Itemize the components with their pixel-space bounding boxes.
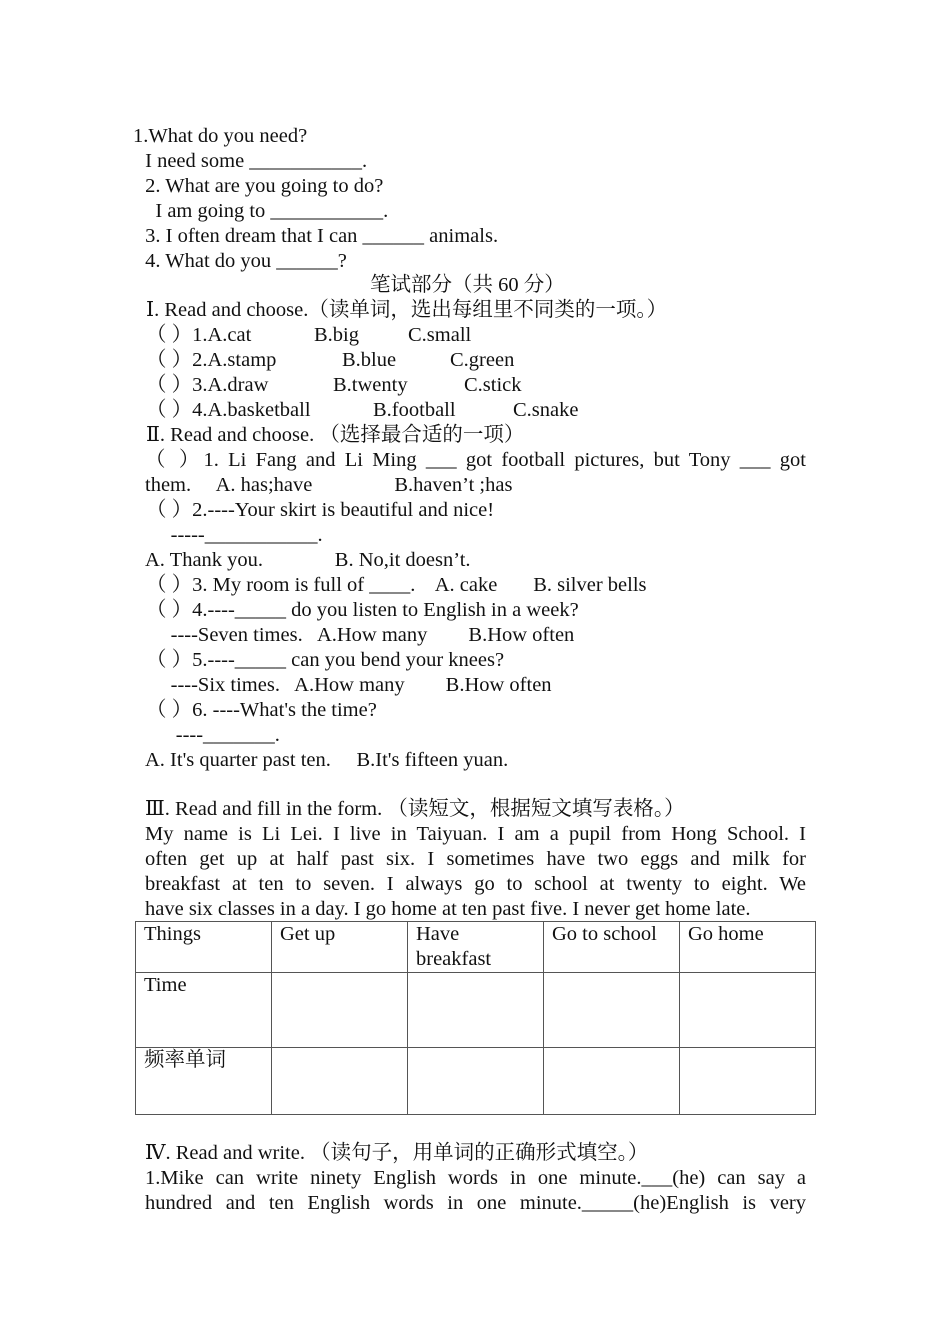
section-3-heading: Ⅲ. Read and fill in the form. （读短文，根据短文填写表格。） <box>145 798 685 820</box>
table-answer-cell[interactable] <box>680 1048 816 1115</box>
section-2-q2-blank: -----___________. <box>145 524 323 546</box>
item-2-option-a: （ ）2.A.stamp <box>146 349 277 371</box>
passage-line: have six classes in a day. I go home at ten past five. I never get home late. <box>145 898 751 920</box>
passage-line: often get up at half past six. I sometimes have two eggs and milk for <box>145 848 806 870</box>
listening-a1: I need some ___________. <box>140 150 368 172</box>
section-2-q6: （ ）6. ----What's the time? <box>146 699 377 721</box>
table-answer-cell[interactable] <box>408 973 544 1048</box>
table-header-cell: Have breakfast <box>408 922 544 973</box>
section-2-q1: （ ）1. Li Fang and Li Ming ___ got football pictures, but Tony ___ got <box>145 449 806 471</box>
item-2-option-b: B.blue <box>342 349 397 371</box>
section-4-line: hundred and ten English words in one minute._____(he)English is very <box>145 1192 806 1214</box>
section-2-q2: （ ）2.----Your skirt is beautiful and nice! <box>146 499 495 521</box>
section-2-q6-options: A. It's quarter past ten. B.It's fifteen yuan. <box>145 749 509 771</box>
item-3-option-c: C.stick <box>464 374 522 396</box>
table-answer-cell[interactable] <box>544 1048 680 1115</box>
section-2-q5: （ ）5.----_____ can you bend your knees? <box>146 649 505 671</box>
table-answer-cell[interactable] <box>680 973 816 1048</box>
table-header-row <box>136 922 816 973</box>
section-2-q6-blank: ----_______. <box>145 724 280 746</box>
table-answer-cell[interactable] <box>272 1048 408 1115</box>
table-header-cell: Things <box>136 922 272 973</box>
section-2-heading: Ⅱ. Read and choose. （选择最合适的一项） <box>146 424 525 446</box>
item-1-option-a: （ ）1.A.cat <box>146 324 252 346</box>
table-header-cell: Get up <box>272 922 408 973</box>
section-2-q4: （ ）4.----_____ do you listen to English in a week? <box>146 599 579 621</box>
item-3-option-a: （ ）3.A.draw <box>146 374 269 396</box>
section-4-heading: Ⅳ. Read and write. （读句子，用单词的正确形式填空。） <box>145 1142 649 1164</box>
listening-q4: 4. What do you ______? <box>140 250 347 272</box>
item-1-option-b: B.big <box>314 324 359 346</box>
section-2-q4-options: ----Seven times. A.How many B.How often <box>145 624 575 646</box>
table-row <box>136 1048 816 1115</box>
table-row <box>136 973 816 1048</box>
listening-q3: 3. I often dream that I can ______ animals. <box>140 225 499 247</box>
table-header-cell: Go to school <box>544 922 680 973</box>
item-1-option-c: C.small <box>408 324 472 346</box>
passage-line: breakfast at ten to seven. I always go to school at twenty to eight. We <box>145 873 806 895</box>
listening-q1: 1.What do you need? <box>133 125 308 147</box>
item-4-option-c: C.snake <box>513 399 579 421</box>
item-4-option-b: B.football <box>373 399 456 421</box>
section-2-q5-options: ----Six times. A.How many B.How often <box>145 674 552 696</box>
table-answer-cell[interactable] <box>272 973 408 1048</box>
table-answer-cell[interactable] <box>408 1048 544 1115</box>
listening-a2: I am going to ___________. <box>140 200 389 222</box>
section-1-heading: Ⅰ. Read and choose.（读单词，选出每组里不同类的一项。） <box>146 299 668 321</box>
table-row-label: Time <box>136 973 272 1048</box>
section-2-q2-options: A. Thank you. B. No,it doesn’t. <box>145 549 471 571</box>
table-row-label: 频率单词 <box>136 1048 272 1115</box>
written-part-title: 笔试部分（共 60 分） <box>370 274 565 296</box>
passage-line: My name is Li Lei. I live in Taiyuan. I am a pupil from Hong School. I <box>145 823 806 845</box>
item-3-option-b: B.twenty <box>333 374 408 396</box>
item-2-option-c: C.green <box>450 349 515 371</box>
item-4-option-a: （ ）4.A.basketball <box>146 399 311 421</box>
section-4-line: 1.Mike can write ninety English words in one minute.___(he) can say a <box>145 1167 806 1189</box>
section-2-q1-options: them. A. has;have B.haven’t ;has <box>145 474 513 496</box>
table-header-cell: Go home <box>680 922 816 973</box>
fill-in-form-table <box>135 921 816 1115</box>
section-2-q3: （ ）3. My room is full of ____. A. cake B. silver bells <box>146 574 647 596</box>
table-answer-cell[interactable] <box>544 973 680 1048</box>
listening-q2: 2. What are you going to do? <box>140 175 384 197</box>
